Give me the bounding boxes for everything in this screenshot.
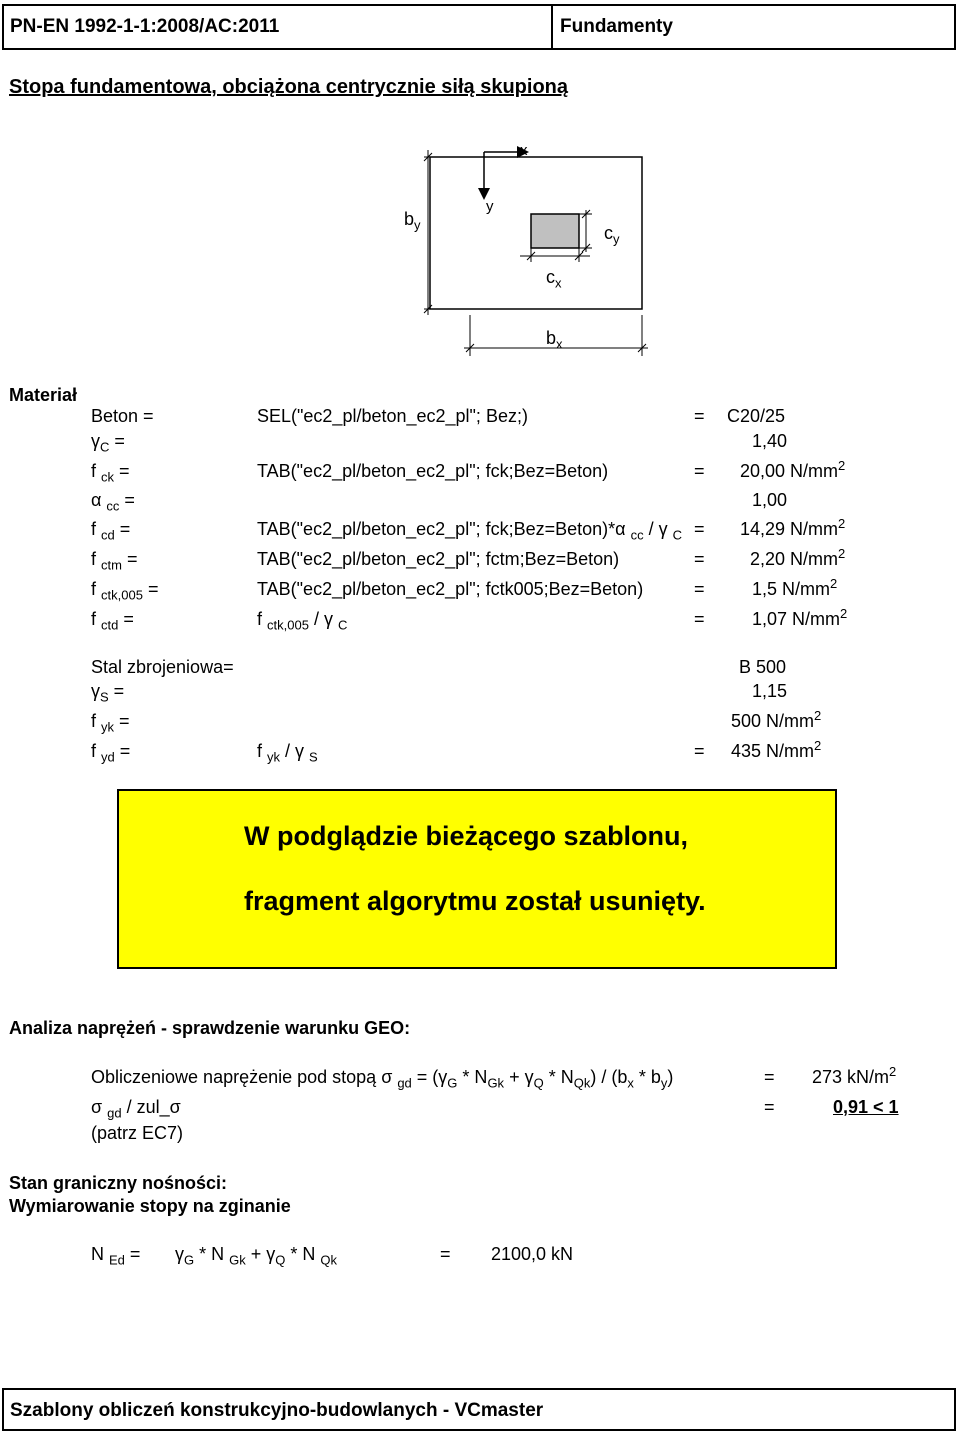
cy-label: $c_y$ xyxy=(604,223,620,247)
fyk-value: 500 $N/mm^2$ xyxy=(731,708,822,731)
beton-value: C20/25 xyxy=(727,406,786,426)
stress-value: 273 $kN/m^2$ xyxy=(812,1064,897,1087)
fctd-name: f $_{ctd}$ = xyxy=(91,609,134,633)
fyk-name: f $_{yk}$ = xyxy=(91,711,130,735)
x-axis-label: x xyxy=(520,142,528,159)
fyd-expr: f $_{yk}$ / γ $_S$ xyxy=(257,741,318,765)
stress-formula: Obliczeniowe naprężenie pod stopą σ $_{gd} = (\gamma_G * N_{Gk} + \gamma_Q * N_{Qk}) / (b_x * b_y)$ xyxy=(91,1067,674,1091)
fctm-expr: TAB("ec2_pl/beton_ec2_pl"; fctm;Bez=Beton) xyxy=(257,549,620,569)
by-label: $b_y$ xyxy=(404,209,421,233)
fctm-value: 2,20 $N/mm^2$ xyxy=(750,546,846,569)
stress-eq: = xyxy=(764,1067,775,1087)
category-label: Fundamenty xyxy=(560,16,673,37)
fcd-value: 14,29 $N/mm^2$ xyxy=(740,516,846,539)
footer-text: Szablony obliczeń konstrukcyjno-budowlanych - VCmaster xyxy=(10,1400,544,1421)
gamma-c-value: 1,40 xyxy=(752,431,788,451)
steel-value: B 500 xyxy=(739,657,787,677)
beton-name: Beton = xyxy=(91,406,154,426)
ratio-value: 0,91 < 1 xyxy=(833,1097,899,1117)
footing-diagram xyxy=(400,140,660,365)
fcd-name: f $_{cd}$ = xyxy=(91,519,131,543)
material-heading: Materiał xyxy=(9,385,78,405)
notice-box xyxy=(117,789,837,969)
fctd-expr: f $_{ctk,005}$ / γ $_C$ xyxy=(257,609,348,633)
ec7-note: (patrz EC7) xyxy=(91,1123,184,1143)
fcd-eq: = xyxy=(694,519,705,539)
fck-expr: TAB("ec2_pl/beton_ec2_pl"; fck;Bez=Beton) xyxy=(257,461,609,481)
beton-eq: = xyxy=(694,406,705,426)
gamma-s-value: 1,15 xyxy=(752,681,788,701)
geo-heading: Analiza naprężeń - sprawdzenie warunku GEO: xyxy=(9,1018,411,1038)
fctk005-value: 1,5 $N/mm^2$ xyxy=(752,576,838,599)
gamma-c-name: $\gamma_C$ = xyxy=(91,431,125,455)
column-section xyxy=(531,214,579,248)
uls-heading: Stan graniczny nośności: xyxy=(9,1173,228,1193)
fctk005-name: f $_{ctk,005}$ = xyxy=(91,579,159,603)
fyd-name: f $_{yd}$ = xyxy=(91,741,131,765)
bx-label: $b_x$ xyxy=(546,328,563,352)
ned-eq: = xyxy=(440,1244,451,1264)
notice-line-1: W podglądzie bieżącego szablonu, xyxy=(244,821,689,851)
fctd-eq: = xyxy=(694,609,705,629)
fctm-eq: = xyxy=(694,549,705,569)
fctd-value: 1,07 $N/mm^2$ xyxy=(752,606,848,629)
fyd-eq: = xyxy=(694,741,705,761)
fcd-expr: TAB("ec2_pl/beton_ec2_pl"; fck;Bez=Beton)*α $_{cc}$ / γ $_C$ xyxy=(257,519,682,543)
fck-name: f $_{ck}$ = xyxy=(91,461,130,485)
fctm-name: f $_{ctm}$ = xyxy=(91,549,138,573)
beton-expr: SEL("ec2_pl/beton_ec2_pl"; Bez;) xyxy=(257,406,528,426)
fyd-value: 435 $N/mm^2$ xyxy=(731,738,822,761)
page-footer xyxy=(2,1388,956,1431)
fck-value: 20,00 $N/mm^2$ xyxy=(740,458,846,481)
ned-label: N $_{Ed}$ = xyxy=(91,1244,141,1268)
ratio-eq: = xyxy=(764,1097,775,1117)
header-divider xyxy=(551,6,553,48)
y-axis-label: y xyxy=(486,198,494,215)
cx-label: $c_x$ xyxy=(546,267,562,291)
fck-eq: = xyxy=(694,461,705,481)
steel-name: Stal zbrojeniowa= xyxy=(91,657,234,677)
page-title: Stopa fundamentowa, obciążona centrycznie siłą skupioną xyxy=(9,76,569,98)
page-header xyxy=(2,4,956,50)
ned-value: 2100,0 kN xyxy=(491,1244,574,1264)
alpha-cc-value: 1,00 xyxy=(752,490,788,510)
alpha-cc-name: α $_{cc}$ = xyxy=(91,490,135,514)
notice-line-2: fragment algorytmu został usunięty. xyxy=(244,886,706,916)
uls-subheading: Wymiarowanie stopy na zginanie xyxy=(9,1196,291,1216)
norm-label: PN-EN 1992-1-1:2008/AC:2011 xyxy=(10,16,280,37)
gamma-s-name: $\gamma_S$ = xyxy=(91,681,125,705)
ned-expr: $\gamma_G$ * N $_{Gk} + \gamma_Q * N$ $_{Qk}$ xyxy=(175,1244,338,1268)
ratio-label: σ $_{gd}$ / zul_σ xyxy=(91,1097,181,1121)
fctk005-expr: TAB("ec2_pl/beton_ec2_pl"; fctk005;Bez=Beton) xyxy=(257,579,644,599)
fctk005-eq: = xyxy=(694,579,705,599)
